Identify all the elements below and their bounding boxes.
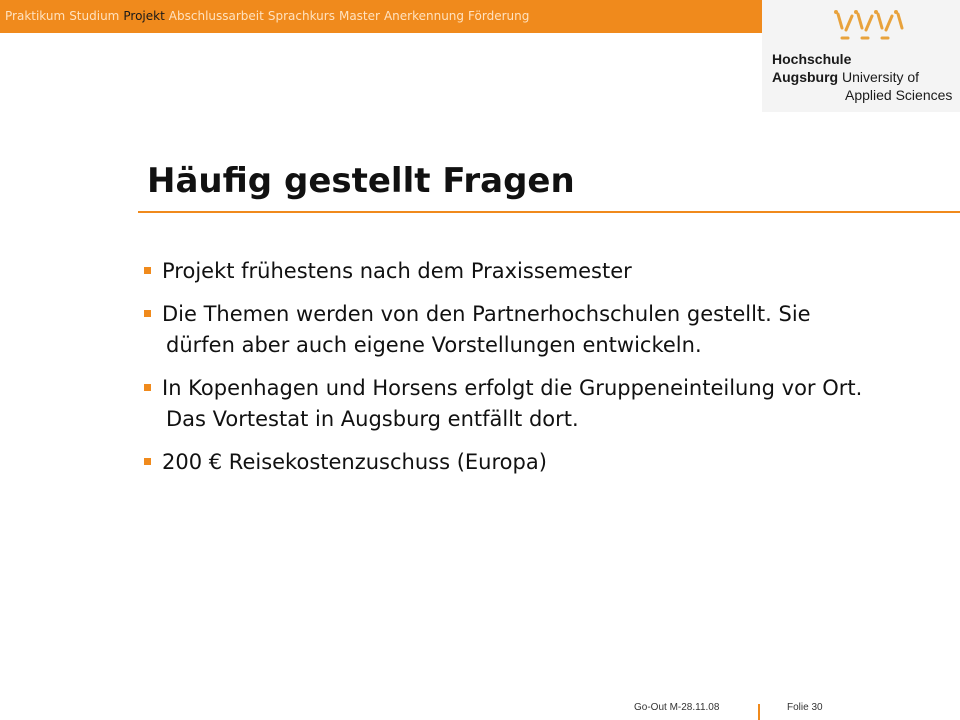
bullet-text-continuation: Das Vortestat in Augsburg entfällt dort.: [166, 407, 579, 431]
logo-augsburg: Augsburg: [772, 69, 839, 85]
hochschule-augsburg-logo-mark-icon: [832, 8, 912, 48]
bullet-text: 200 € Reisekostenzuschuss (Europa): [162, 450, 547, 474]
nav-item-praktikum[interactable]: Praktikum: [5, 9, 66, 23]
footer-divider: [758, 704, 760, 720]
bullet-item: [144, 299, 960, 361]
bullet-list: [144, 256, 960, 490]
logo-line-augsburg: [772, 68, 952, 86]
bullet-item: [144, 373, 960, 435]
logo-university-of: University of: [838, 69, 920, 85]
bullet-text: In Kopenhagen und Horsens erfolgt die Gruppeneinteilung vor Ort.: [162, 376, 863, 400]
bullet-square-icon: [144, 458, 151, 465]
bullet-square-icon: [144, 267, 151, 274]
nav-item-projekt[interactable]: Projekt: [123, 9, 165, 23]
slide-title: Häufig gestellt Fragen: [147, 161, 575, 201]
university-logo: [762, 0, 960, 112]
bullet-text: Projekt frühestens nach dem Praxissemester: [162, 259, 632, 283]
footer-slide-number: Folie 30: [787, 702, 823, 713]
bullet-text: Die Themen werden von den Partnerhochschulen gestellt. Sie: [162, 302, 811, 326]
nav-menu: [5, 8, 529, 24]
logo-line-applied-sciences: Applied Sciences: [845, 87, 953, 103]
title-divider: [138, 211, 960, 213]
top-navigation-bar: [0, 0, 762, 33]
bullet-item: [144, 256, 960, 287]
bullet-item: [144, 447, 960, 478]
nav-item-foerderung[interactable]: Förderung: [468, 9, 530, 23]
logo-line-hochschule: Hochschule: [772, 51, 852, 67]
nav-item-master[interactable]: Master: [338, 9, 380, 23]
nav-item-sprachkurs[interactable]: Sprachkurs: [267, 9, 335, 23]
logo-text: [772, 50, 952, 104]
bullet-square-icon: [144, 310, 151, 317]
nav-item-abschlussarbeit[interactable]: Abschlussarbeit: [168, 9, 264, 23]
bullet-square-icon: [144, 384, 151, 391]
bullet-text-continuation: dürfen aber auch eigene Vorstellungen entwickeln.: [166, 333, 702, 357]
footer-event-label: Go-Out M-28.11.08: [634, 702, 720, 713]
nav-item-studium[interactable]: Studium: [69, 9, 120, 23]
nav-item-anerkennung[interactable]: Anerkennung: [383, 9, 465, 23]
